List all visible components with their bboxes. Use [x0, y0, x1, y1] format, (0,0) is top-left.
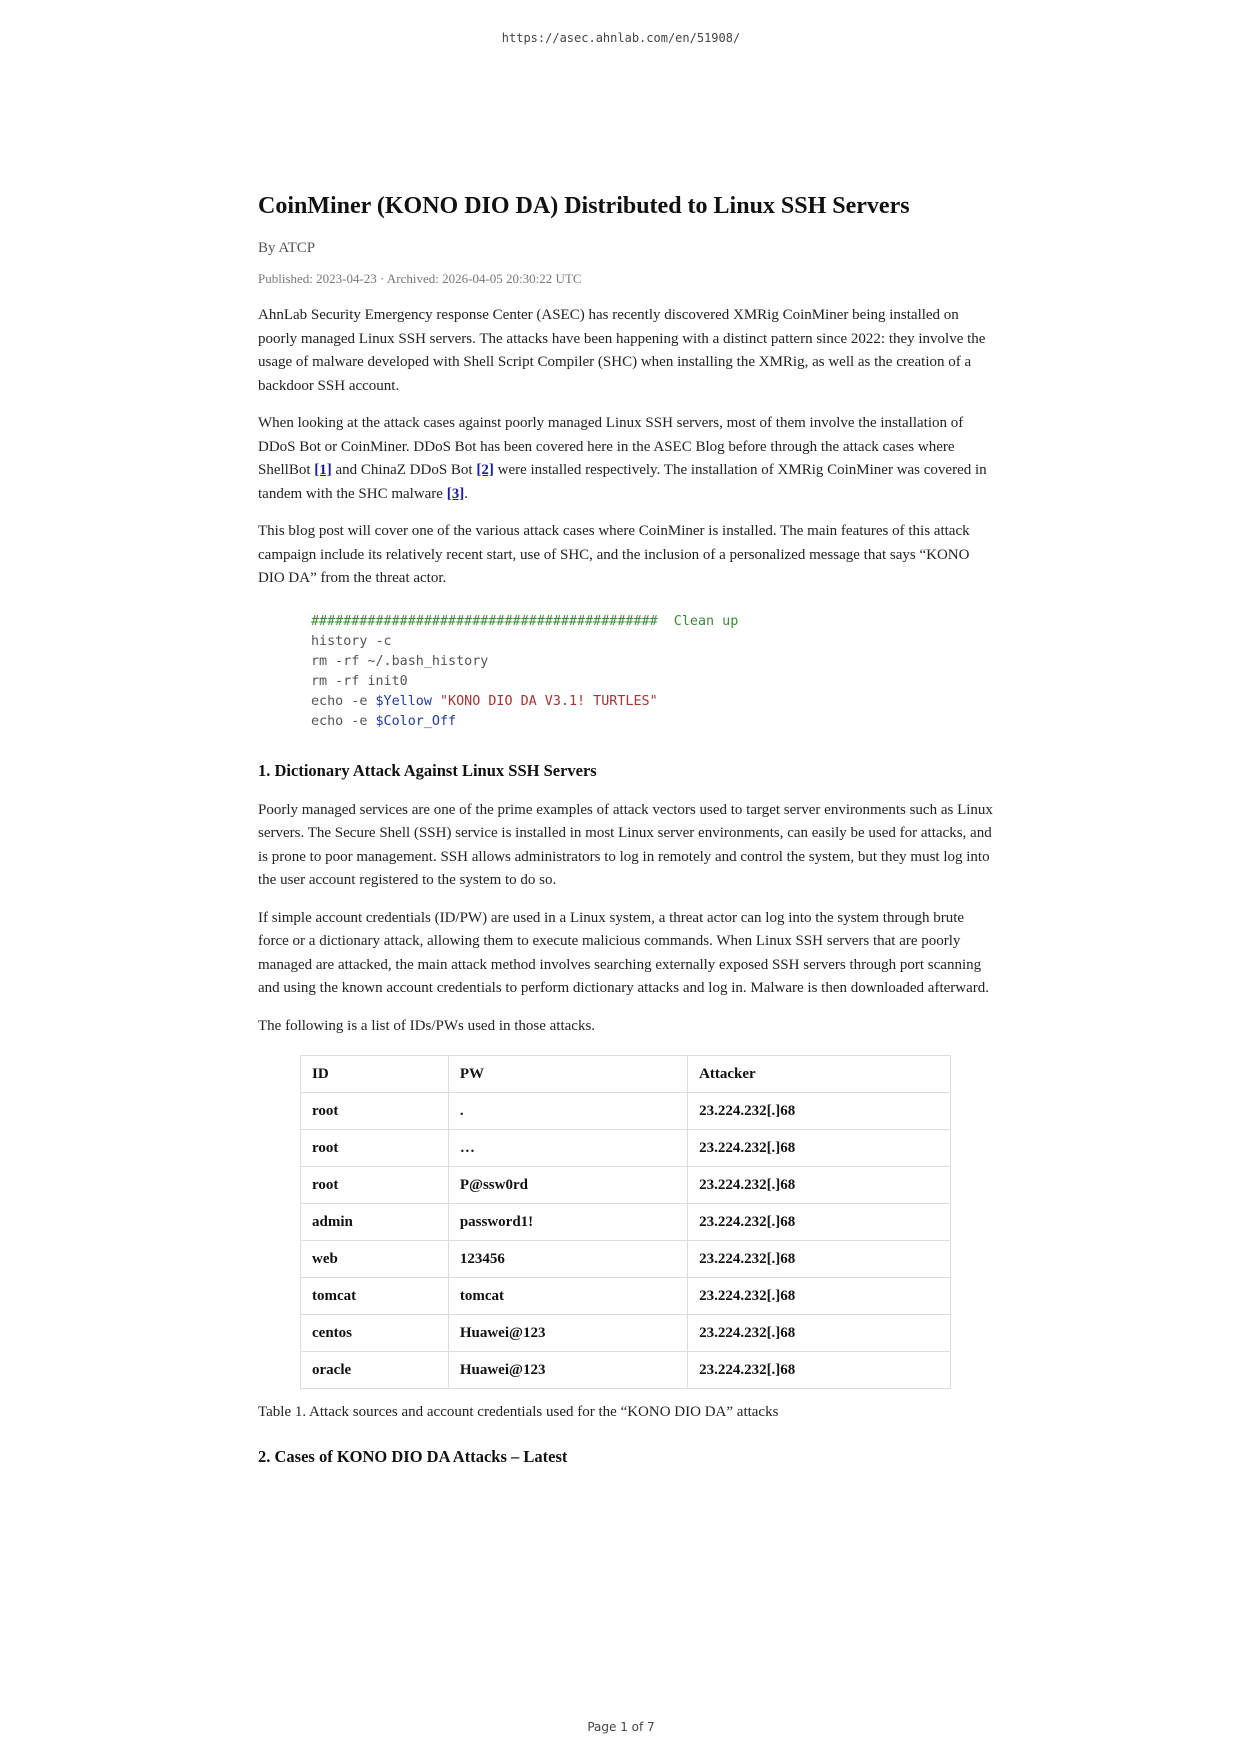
reference-link-1[interactable]: [1] [314, 462, 332, 478]
table-cell-attacker: 23.224.232[.]68 [688, 1130, 951, 1167]
table-caption: Table 1. Attack sources and account credentials used for the “KONO DIO DA” attacks [258, 1404, 779, 1420]
table-cell-id: root [301, 1167, 449, 1204]
code-line-history: history -c [311, 633, 392, 649]
code-echo-cmd: echo -e [311, 693, 376, 709]
table-cell-attacker: 23.224.232[.]68 [688, 1204, 951, 1241]
table-cell-pw: Huawei@123 [448, 1352, 687, 1389]
code-line-echo-message [311, 692, 994, 712]
scope-paragraph: This blog post will cover one of the various attack cases where CoinMiner is installed. The main features of this attack campaign include its relatively recent start, use of SHC, and the inclusion of a personalized message that says “KONO DIO DA” from the threat actor. [258, 523, 970, 586]
table-row [301, 1093, 951, 1130]
code-echo-var: $Yellow [375, 693, 432, 709]
table-cell-id: root [301, 1130, 449, 1167]
background-text-3: were installed respectively. The installation of XMRig CoinMiner was covered in tandem with the SHC malware [258, 462, 987, 502]
table-cell-id: tomcat [301, 1278, 449, 1315]
table-row [301, 1130, 951, 1167]
table-header-cell: Attacker [688, 1056, 951, 1093]
table-cell-pw: … [448, 1130, 687, 1167]
table-cell-id: web [301, 1241, 449, 1278]
code-echo-cmd-2: echo -e [311, 713, 376, 729]
reference-link-3[interactable]: [3] [446, 485, 465, 502]
code-line-rm-history: rm -rf ~/.bash_history [311, 653, 489, 669]
intro-paragraph: AhnLab Security Emergency response Center (ASEC) has recently discovered XMRig CoinMiner being installed on poorly managed Linux SSH servers. The attacks have been happening with a distinct pattern since 2022: they involve the usage of malware developed with Shell Script Compiler (SHC) when installing the XMRig, as well as the creation of a backdoor SSH account. [258, 307, 986, 394]
table-cell-attacker: 23.224.232[.]68 [688, 1241, 951, 1278]
article [258, 190, 994, 1468]
table-row [301, 1204, 951, 1241]
table-cell-pw: . [448, 1093, 687, 1130]
credentials-table [300, 1055, 951, 1389]
table-cell-pw: Huawei@123 [448, 1315, 687, 1352]
table-cell-attacker: 23.224.232[.]68 [688, 1315, 951, 1352]
article-title: CoinMiner (KONO DIO DA) Distributed to Linux SSH Servers [258, 193, 910, 219]
code-line-comment: ########################################### Clean up [311, 613, 739, 629]
section1-paragraph-2: If simple account credentials (ID/PW) are used in a Linux system, a threat actor can log into the system through brute force or a dictionary attack, allowing them to execute malicious commands. When Linux SSH servers that are poorly managed are attacked, the main attack method involves searching externally exposed SSH servers through port scanning and using the known account credentials to perform dictionary attacks and log in. Malware is then downloaded afterward. [258, 909, 990, 996]
section-heading-2: 2. Cases of KONO DIO DA Attacks – Latest [258, 1447, 568, 1466]
table-cell-pw: 123456 [448, 1241, 687, 1278]
table-cell-pw: tomcat [448, 1278, 687, 1315]
table-row [301, 1278, 951, 1315]
background-text-4: . [464, 485, 468, 502]
code-line-echo-color-off [311, 712, 994, 732]
table-cell-pw: P@ssw0rd [448, 1167, 687, 1204]
table-cell-id: centos [301, 1315, 449, 1352]
article-meta: Published: 2023-04-23 · Archived: 2026-04-05 20:30:22 UTC [258, 271, 582, 286]
table-cell-id: admin [301, 1204, 449, 1241]
background-text-1: When looking at the attack cases against poorly managed Linux SSH servers, most of them involve the installation of DDoS Bot or CoinMiner. DDoS Bot has been covered here in the ASEC Blog before through the attack cases where ShellBot [258, 415, 964, 478]
code-echo-string: "KONO DIO DA V3.1! TURTLES" [431, 693, 658, 709]
background-paragraph [258, 412, 994, 506]
table-row [301, 1352, 951, 1389]
table-cell-id: root [301, 1093, 449, 1130]
table-cell-pw: password1! [448, 1204, 687, 1241]
table-cell-attacker: 23.224.232[.]68 [688, 1167, 951, 1204]
table-row [301, 1241, 951, 1278]
table-cell-id: oracle [301, 1352, 449, 1389]
section-heading-1: 1. Dictionary Attack Against Linux SSH Servers [258, 760, 597, 780]
code-echo-var-2: $Color_Off [375, 713, 457, 729]
table-header-row [301, 1056, 951, 1093]
article-byline: By ATCP [258, 240, 316, 256]
table-row [301, 1315, 951, 1352]
table-row [301, 1167, 951, 1204]
reference-link-2[interactable]: [2] [476, 462, 494, 478]
table-header-cell: PW [448, 1056, 687, 1093]
page-number: Page 1 of 7 [587, 1720, 655, 1734]
table-cell-attacker: 23.224.232[.]68 [688, 1093, 951, 1130]
code-line-rm-init: rm -rf init0 [311, 673, 408, 689]
table-header-cell: ID [301, 1056, 449, 1093]
background-text-2: and ChinaZ DDoS Bot [331, 462, 477, 478]
section1-paragraph-1: Poorly managed services are one of the prime examples of attack vectors used to target server environments such as Linux servers. The Secure Shell (SSH) service is installed in most Linux server environments, can easily be used for attacks, and is prone to poor management. SSH allows administrators to log in remotely and control the system, but they must log into the user account registered to the system to do so. [258, 801, 993, 888]
table-cell-attacker: 23.224.232[.]68 [688, 1278, 951, 1315]
table-cell-attacker: 23.224.232[.]68 [688, 1352, 951, 1389]
page-url-header: https://asec.ahnlab.com/en/51908/ [501, 31, 741, 45]
section1-paragraph-3: The following is a list of IDs/PWs used in those attacks. [258, 1017, 596, 1034]
code-snippet [311, 612, 994, 732]
